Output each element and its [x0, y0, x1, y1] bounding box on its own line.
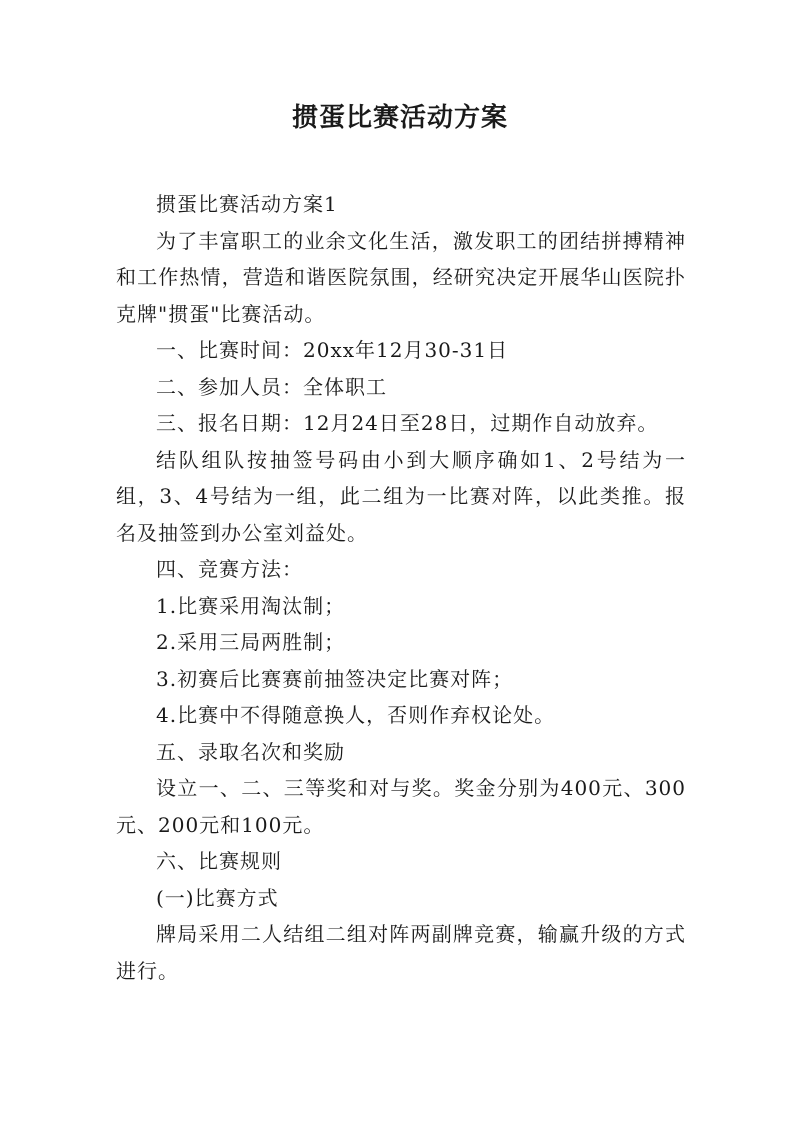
- paragraph-time: 一、比赛时间：20xx年12月30-31日: [156, 338, 509, 362]
- document-body: [116, 186, 686, 989]
- paragraph-method-heading: 四、竞赛方法：: [156, 557, 303, 581]
- paragraph-method-3: 3.初赛后比赛赛前抽签决定比赛对阵；: [156, 666, 514, 691]
- paragraph-rules-format: 牌局采用二人结组二组对阵两副牌竞赛，输赢升级的方式进行。: [116, 922, 686, 983]
- paragraph-intro: 为了丰富职工的业余文化生活，激发职工的团结拼搏精神和工作热情，营造和谐医院氛围，经研究决定开展华山医院扑克牌"掼蛋"比赛活动。: [116, 228, 686, 326]
- paragraph-awards: 设立一、二、三等奖和对与奖。奖金分别为400元、300元、200元和100元。: [116, 776, 686, 837]
- paragraph-rules-heading: 六、比赛规则: [156, 849, 282, 873]
- paragraph-subtitle: 掼蛋比赛活动方案1: [156, 192, 338, 216]
- paragraph-registration: 三、报名日期：12月24日至28日，过期作自动放弃。: [156, 411, 659, 435]
- paragraph-method-1: 1.比赛采用淘汰制；: [156, 593, 346, 618]
- paragraph-participants: 二、参加人员：全体职工: [156, 374, 387, 399]
- paragraph-method-4: 4.比赛中不得随意换人，否则作弃权论处。: [156, 703, 556, 727]
- paragraph-team-drawing: 结队组队按抽签号码由小到大顺序确如1、2号结为一组，3、4号结为一组，此二组为一比赛对阵，以此类推。报名及抽签到办公室刘益处。: [116, 447, 686, 545]
- paragraph-awards-heading: 五、录取名次和奖励: [156, 739, 345, 764]
- paragraph-method-2: 2.采用三局两胜制；: [156, 630, 346, 654]
- document-title: 掼蛋比赛活动方案: [291, 103, 508, 133]
- paragraph-rules-subheading: (一)比赛方式: [156, 885, 279, 910]
